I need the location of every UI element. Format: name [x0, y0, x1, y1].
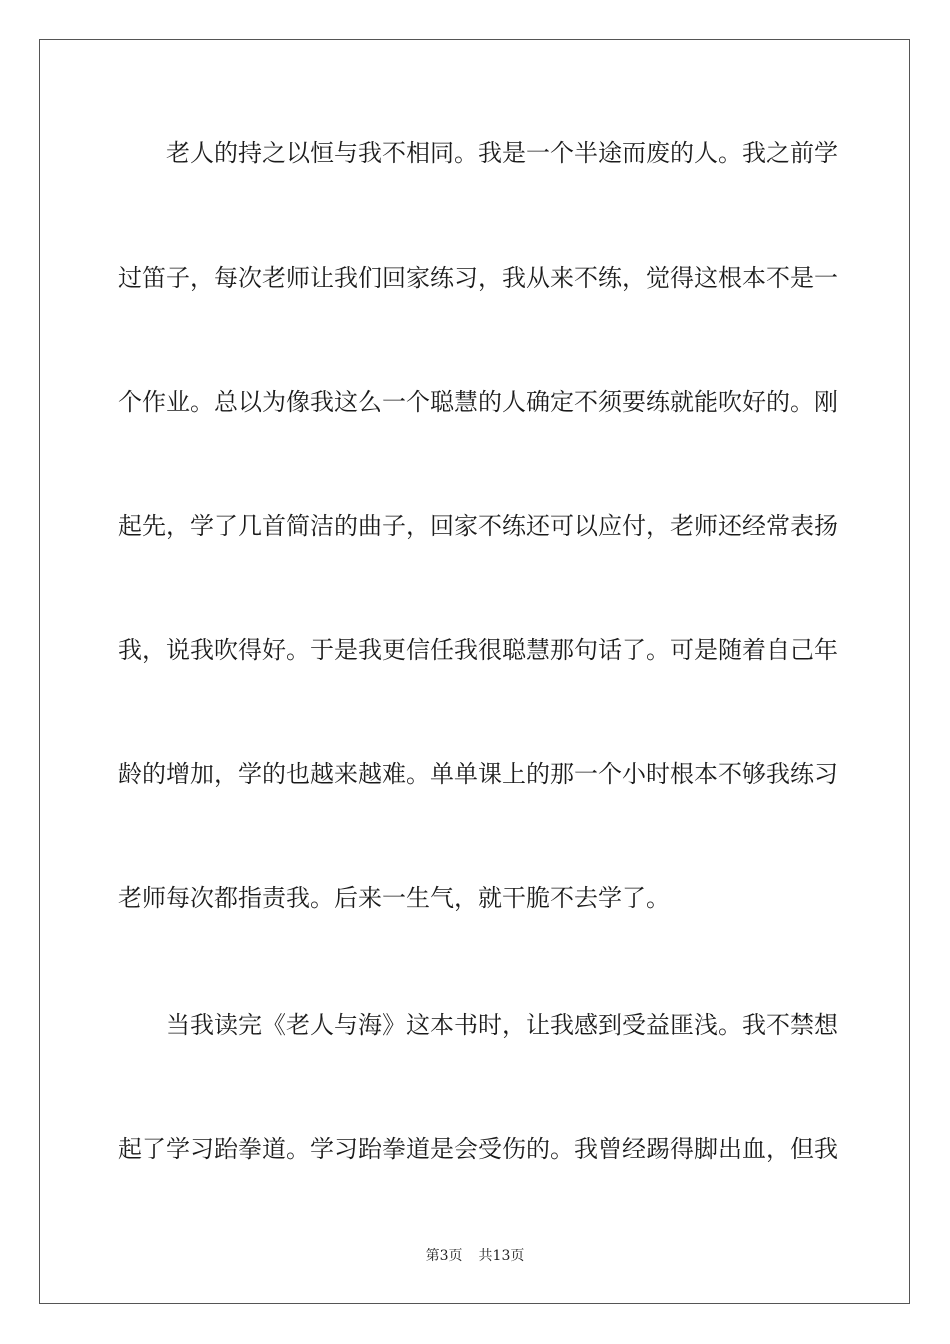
page-border — [39, 39, 910, 1304]
paragraph-1-line-4: 起先，学了几首简洁的曲子，回家不练还可以应付，老师还经常表扬 — [118, 512, 838, 540]
paragraph-2-line-1: 当我读完《老人与海》这本书时，让我感到受益匪浅。我不禁想 — [166, 1011, 838, 1039]
page-number-total: 共13页 — [478, 1248, 525, 1264]
paragraph-1-line-6: 龄的增加，学的也越来越难。单单课上的那一个小时根本不够我练习 — [118, 760, 838, 788]
paragraph-1-line-1: 老人的持之以恒与我不相同。我是一个半途而废的人。我之前学 — [166, 139, 838, 167]
paragraph-2-line-2: 起了学习跆拳道。学习跆拳道是会受伤的。我曾经踢得脚出血，但我 — [118, 1135, 838, 1163]
page-footer — [0, 1246, 950, 1266]
paragraph-1-line-2: 过笛子，每次老师让我们回家练习，我从来不练，觉得这根本不是一 — [118, 264, 838, 292]
page-number-current: 第3页 — [425, 1248, 463, 1264]
paragraph-1-line-7: 老师每次都指责我。后来一生气，就干脆不去学了。 — [118, 884, 670, 912]
paragraph-1-line-5: 我，说我吹得好。于是我更信任我很聪慧那句话了。可是随着自己年 — [118, 636, 838, 664]
paragraph-1-line-3: 个作业。总以为像我这么一个聪慧的人确定不须要练就能吹好的。刚 — [118, 388, 838, 416]
